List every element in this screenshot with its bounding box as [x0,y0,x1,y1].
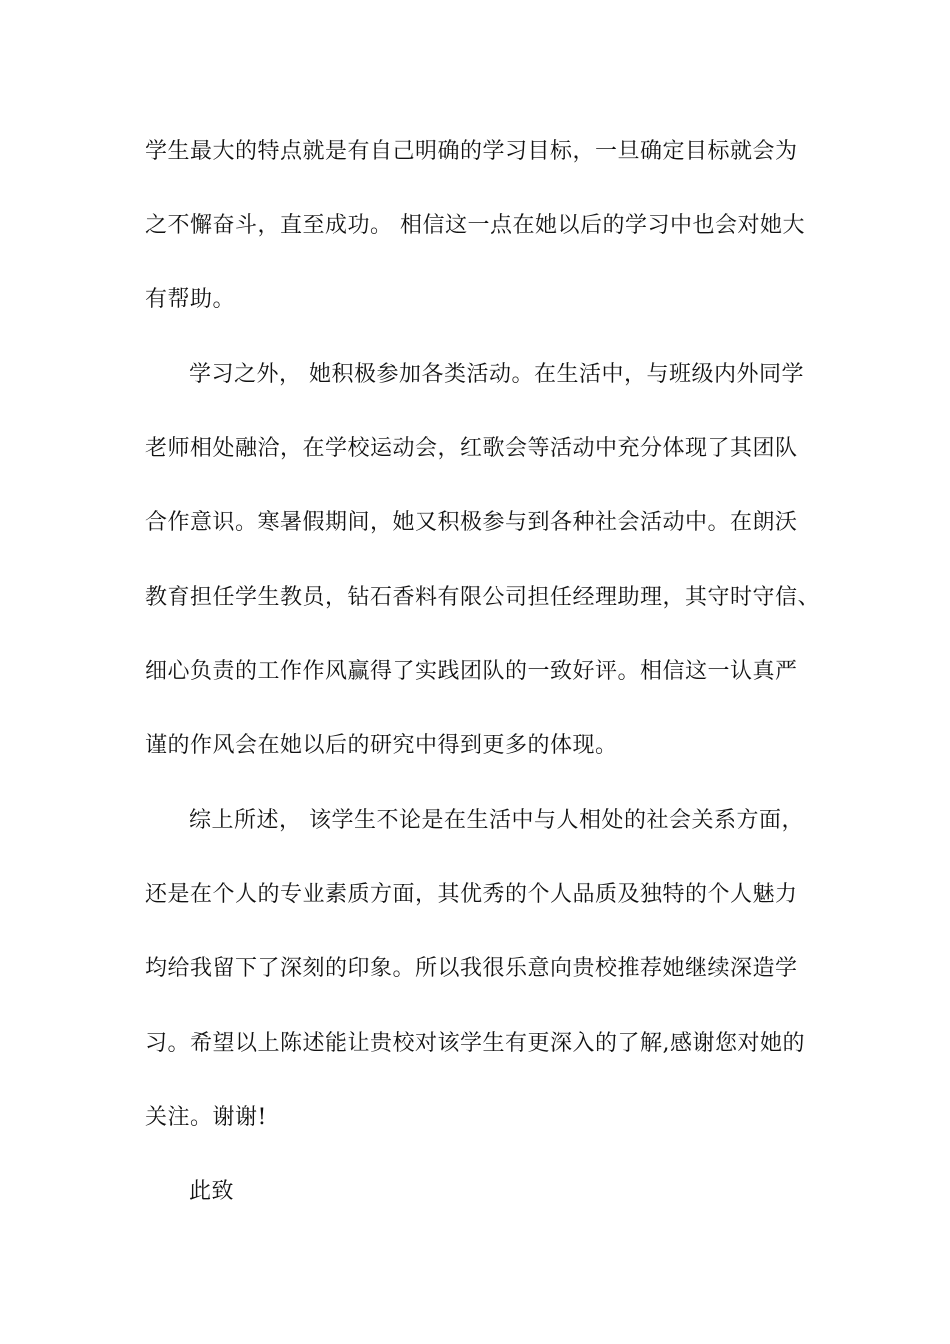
text-line: 习。希望以上陈述能让贵校对该学生有更深入的了解,感谢您对她的 [145,1031,805,1056]
text-line: 合作意识。寒暑假期间，她又积极参与到各种社会活动中。在朗沃 [145,510,798,535]
text-line: 谨的作风会在她以后的研究中得到更多的体现。 [145,733,618,758]
paragraph-start-line: 学习之外， 她积极参加各类活动。在生活中，与班级内外同学 [189,362,804,387]
closing-salutation: 此致 [189,1179,235,1204]
text-line: 细心负责的工作作风赢得了实践团队的一致好评。相信这一认真严 [145,659,798,684]
text-line: 教育担任学生教员，钻石香料有限公司担任经理助理，其守时守信、 [145,585,821,610]
text-line: 有帮助。 [145,287,236,312]
text-line: 老师相处融洽，在学校运动会，红歌会等活动中充分体现了其团队 [145,436,798,461]
text-line: 还是在个人的专业素质方面，其优秀的个人品质及独特的个人魅力 [145,882,798,907]
paragraph-start-line: 综上所述， 该学生不论是在生活中与人相处的社会关系方面， [189,808,804,833]
text-line: 均给我留下了深刻的印象。所以我很乐意向贵校推荐她继续深造学 [145,956,798,981]
text-line: 学生最大的特点就是有自己明确的学习目标，一旦确定目标就会为 [145,139,798,164]
text-line: 之不懈奋斗，直至成功。 相信这一点在她以后的学习中也会对她大 [145,213,805,238]
text-line: 关注。谢谢! [145,1105,267,1130]
